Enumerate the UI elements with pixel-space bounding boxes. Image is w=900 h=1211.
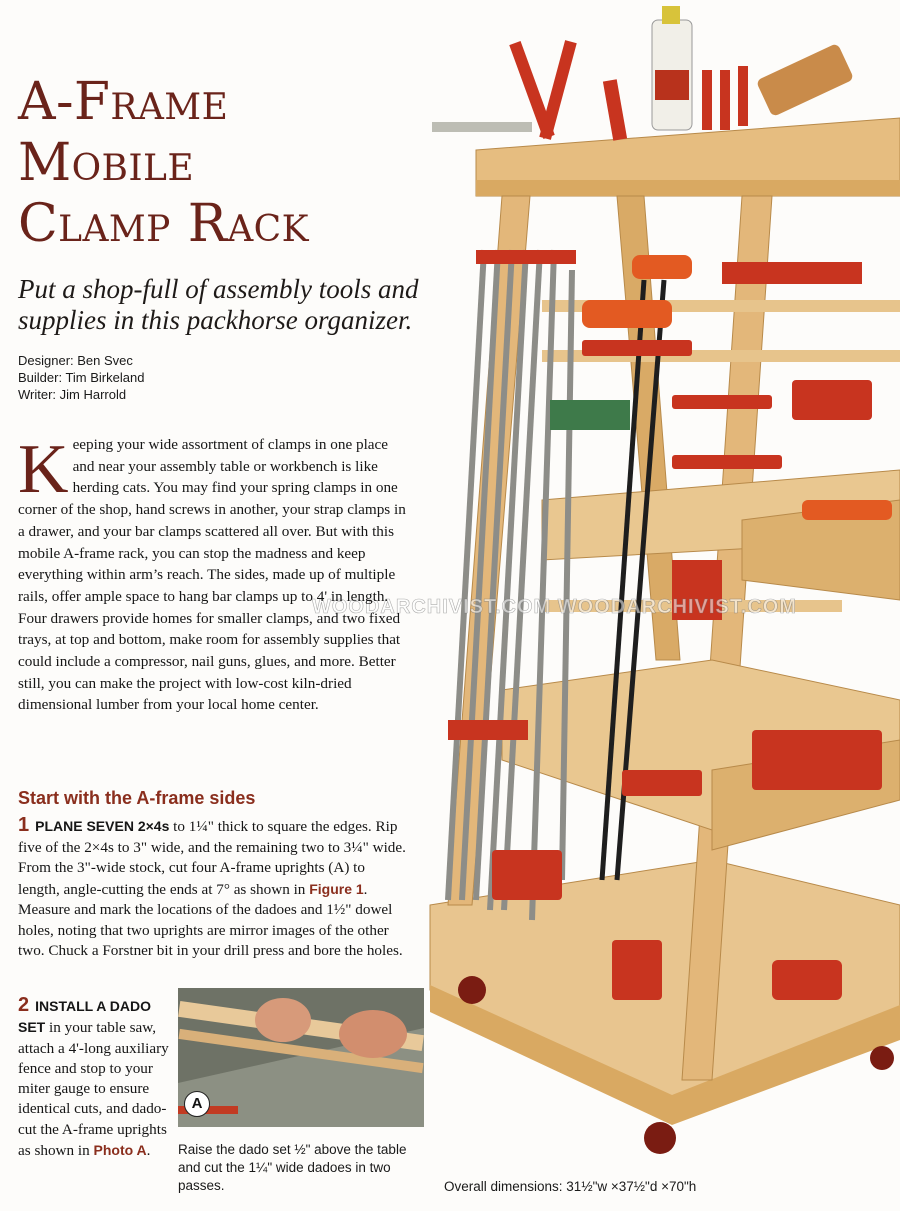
clamp-rack-illustration [412, 0, 900, 1211]
photo-caption: Raise the dado set ½" above the table and cut the 1¼" wide dadoes in two passes. [178, 1142, 407, 1193]
intro-text: eeping your wide assortment of clamps in one place and near your assembly table or workbench is like herding cats. You may find your spring clamps in one corner of the shop, hand screws in another, your strap clamps in a drawer, and your bar clamps scattered all over. But with this mobile A-frame rack, you can stop the madness and keep everything within arm’s reach. The sides, made up of multiple rails, offer ample space to hang bar clamps up to 4' in length. Four drawers provide homes for smaller clamps, and two fixed trays, at top and bottom, make room for assembly supplies that could include a compressor, nail guns, glues, and more. Better still, you can make the project with low-cost kiln-dried dimensional lumber from your local home center. [18, 436, 406, 714]
credit-writer: Writer: Jim Harrold [18, 387, 127, 402]
title-line-3: Clamp Rack [18, 194, 309, 254]
section-heading: Start with the A-frame sides [18, 788, 256, 808]
photo-a [178, 988, 424, 1127]
article-subtitle: Put a shop-full of assembly tools and supplies in this packhorse organizer. [18, 274, 419, 335]
table-saw-photo [178, 988, 424, 1127]
credits [18, 352, 318, 403]
step-1-text-a: to 1¼" thick to square the edges. Rip five of the 2×4s to 3" wide, and the remaining two to 3¼" wide. From the 3"-wide stock, cut four A-frame uprights (A) to length, angle-cutting the ends at 7° as shown in [18, 818, 406, 898]
clamp-rack-photo [412, 0, 900, 1211]
step-1-number: 1 [18, 814, 30, 836]
photo-a-ref: Photo A [93, 1142, 147, 1159]
credit-builder: Builder: Tim Birkeland [18, 370, 145, 385]
step-1-text-b: . Measure and mark the locations of the dadoes and 1½" dowel holes, noting that two uprights are mirror images of the other two. Chuck a Forstner bit in your drill press and bore the holes. [18, 880, 403, 959]
credit-designer: Designer: Ben Svec [18, 353, 133, 368]
step-2 [18, 995, 170, 1161]
step-2-text: in your table saw, attach a 4'-long auxiliary fence and stop to your miter gauge to ensure identical cuts, and dado-cut the A-frame uprights as shown in [18, 1019, 169, 1160]
overall-dimensions: Overall dimensions: 31½"w ×37½"d ×70"h [444, 1179, 697, 1194]
title-line-2: Mobile [18, 133, 195, 193]
step-1 [18, 815, 410, 962]
drop-cap: K [18, 431, 69, 508]
title-line-1: A-Frame [18, 72, 229, 132]
step-2-lead: INSTALL A DADO SET [18, 998, 152, 1036]
step-1-lead: PLANE SEVEN 2×4s [35, 818, 170, 834]
figure-1-ref: Figure 1 [309, 880, 364, 897]
step-2-number: 2 [18, 994, 30, 1016]
watermark: WOODARCHIVIST.COM WOODARCHIVIST.COM [312, 596, 797, 618]
step-2-end: . [146, 1142, 151, 1160]
intro-paragraph [18, 431, 410, 716]
article-title [18, 72, 438, 255]
photo-badge: A [184, 1091, 210, 1117]
